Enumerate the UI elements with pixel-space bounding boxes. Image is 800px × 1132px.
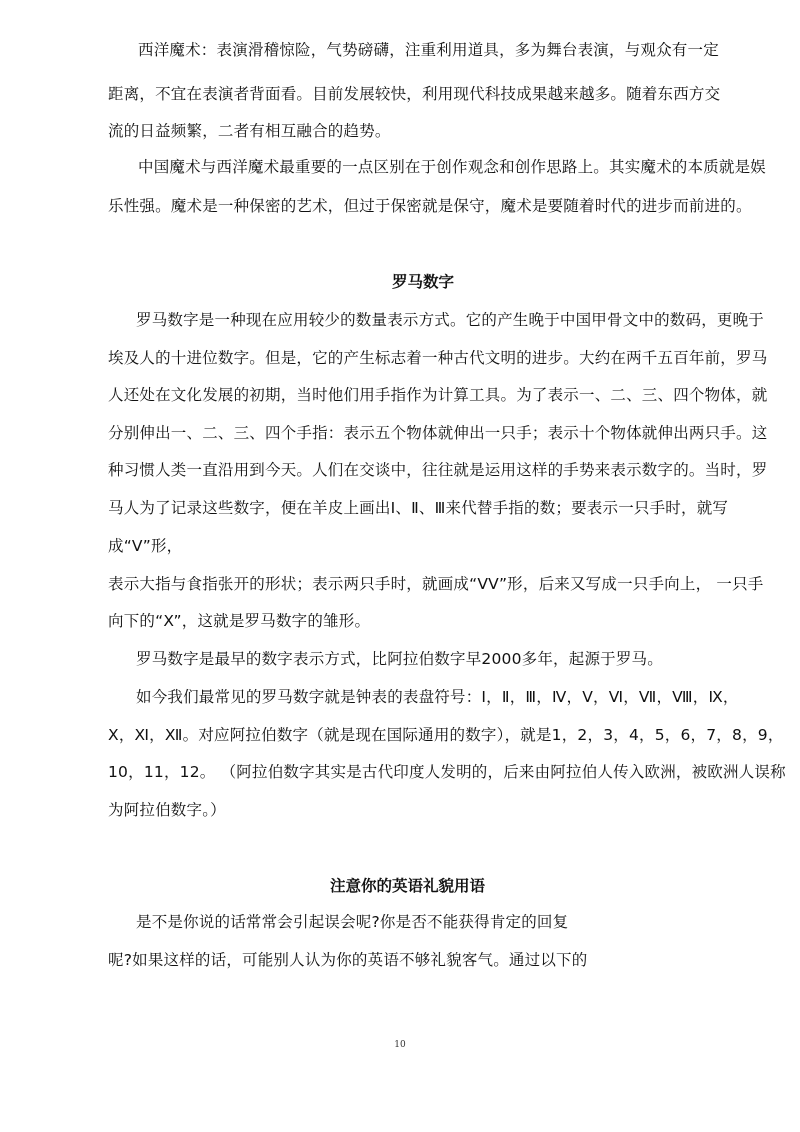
- paragraph-line: 是不是你说的话常常会引起误会呢?你是否不能获得肯定的回复: [136, 913, 569, 931]
- paragraph-line: 种习惯人类一直沿用到今天。人们在交谈中，往往就是运用这样的手势来表示数字的。当时，罗: [108, 461, 768, 479]
- section-title: 注意你的英语礼貌用语: [330, 877, 486, 895]
- paragraph-line: 分别伸出一、二、三、四个手指：表示五个物体就伸出一只手；表示十个物体就伸出两只手。这: [108, 424, 768, 442]
- paragraph-line: 呢?如果这样的话，可能别人认为你的英语不够礼貌客气。通过以下的: [108, 951, 588, 969]
- section-title: 罗马数字: [392, 273, 455, 291]
- paragraph-line: 罗马数字是最早的数字表示方式，比阿拉伯数字早2000多年，起源于罗马。: [136, 650, 663, 668]
- paragraph-line: 乐性强。魔术是一种保密的艺术，但过于保密就是保守，魔术是要随着时代的进步而前进的。: [108, 197, 752, 215]
- paragraph-line: 如今我们最常见的罗马数字就是钟表的表盘符号：Ⅰ，Ⅱ，Ⅲ，Ⅳ，Ⅴ，Ⅵ，Ⅶ，Ⅷ，Ⅸ，: [136, 688, 739, 706]
- paragraph-line: 向下的“X”，这就是罗马数字的雏形。: [108, 612, 371, 630]
- paragraph-line: 表示大指与食指张开的形状；表示两只手时，就画成“VV”形，后来又写成一只手向上， 一只手: [108, 575, 764, 593]
- paragraph-line: 马人为了记录这些数字，便在羊皮上画出Ⅰ、Ⅱ、Ⅲ来代替手指的数；要表示一只手时，就写: [108, 499, 729, 517]
- paragraph-line: 流的日益频繁，二者有相互融合的趋势。: [108, 122, 391, 140]
- page-number: 10: [394, 1040, 406, 1050]
- paragraph-line: 为阿拉伯数字。）: [108, 801, 226, 819]
- paragraph-line: 人还处在文化发展的初期，当时他们用手指作为计算工具。为了表示一、二、三、四个物体，就: [108, 386, 768, 404]
- paragraph-line: 10，11，12。 （阿拉伯数字其实是古代印度人发明的，后来由阿拉伯人传入欧洲，被欧洲人误称: [108, 763, 786, 781]
- paragraph-line: Ⅹ，Ⅺ，Ⅻ。对应阿拉伯数字（就是现在国际通用的数字），就是1，2，3，4，5，6，7，8，9，: [108, 726, 784, 744]
- paragraph-line: 罗马数字是一种现在应用较少的数量表示方式。它的产生晚于中国甲骨文中的数码，更晚于: [136, 311, 765, 329]
- paragraph-line: 距离，不宜在表演者背面看。目前发展较快，利用现代科技成果越来越多。随着东西方交: [108, 85, 721, 103]
- paragraph-line: 埃及人的十进位数字。但是，它的产生标志着一种古代文明的进步。大约在两千五百年前，罗马: [108, 349, 768, 367]
- paragraph-line: 中国魔术与西洋魔术最重要的一点区别在于创作观念和创作思路上。其实魔术的本质就是娱: [138, 158, 767, 176]
- paragraph-line: 成“V”形，: [108, 537, 183, 555]
- paragraph-line: 西洋魔术：表演滑稽惊险，气势磅礴，注重利用道具，多为舞台表演，与观众有一定: [138, 41, 719, 59]
